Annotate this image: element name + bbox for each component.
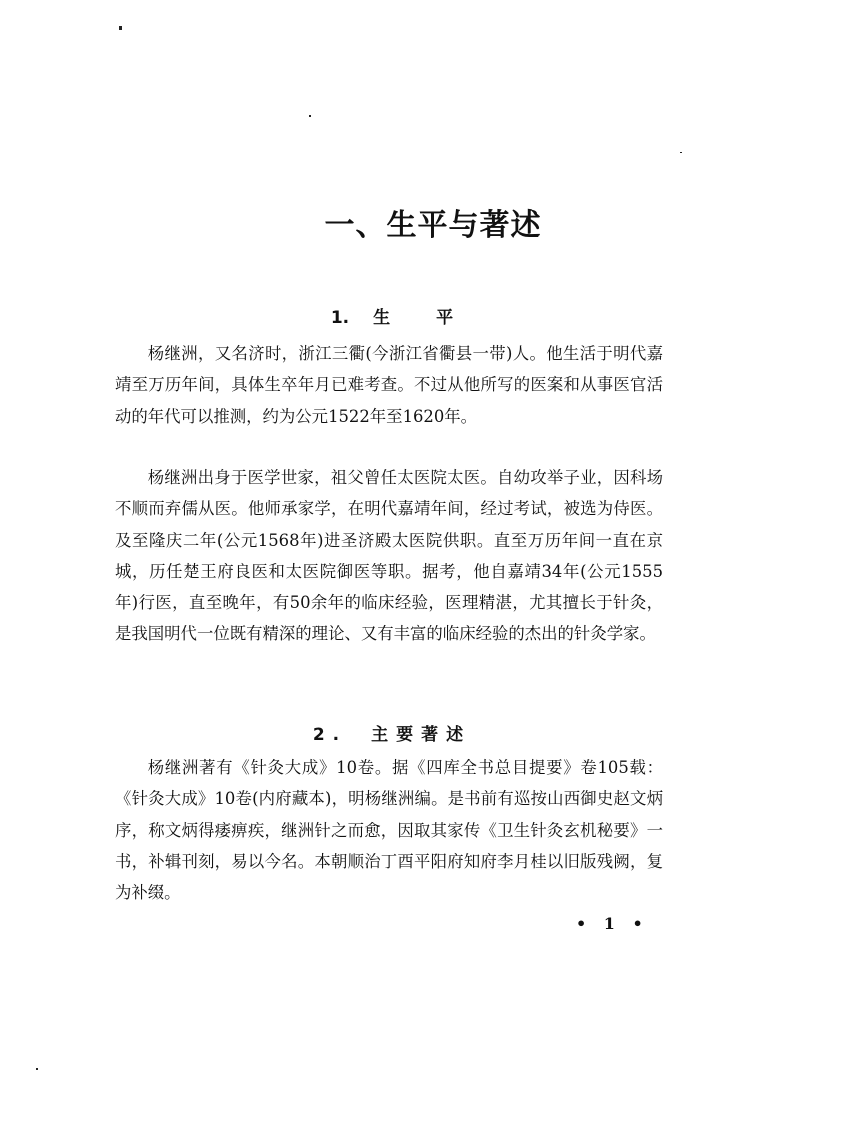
paragraph: 杨继洲，又名济时，浙江三衢(今浙江省衢县一带)人。他生活于明代嘉靖至万历年间，具体生卒年月已难考查。不过从他所写的医案和从事医官活动的年代可以推测，约为公元1522年至1620年。: [115, 344, 663, 426]
section-heading-biography: [0, 303, 784, 328]
section-title-char: 平: [436, 308, 454, 328]
section-number: 2.: [312, 725, 348, 745]
section-number: 1.: [330, 308, 350, 328]
scan-speck: [119, 26, 122, 30]
chapter-title: 一、生平与著述: [324, 208, 542, 243]
scan-speck: [36, 1068, 38, 1070]
section-heading-works: [0, 720, 784, 745]
scan-speck: [309, 115, 311, 117]
section-title: 主要著述: [371, 725, 472, 745]
section-title-char: 生: [373, 308, 391, 328]
scan-speck: [680, 152, 682, 153]
page-number: • 1 •: [576, 914, 649, 933]
paragraph: 杨继洲著有《针灸大成》10卷。据《四库全书总目提要》卷105载：《针灸大成》10卷(内府藏本)，明杨继洲编。是书前有巡按山西御史赵文炳序，称文炳得痿痹疾，继洲针之而愈，因取其家传《卫生针灸玄机秘要》一书，补辑刊刻，易以今名。本朝顺治丁酉平阳府知府李月桂以旧版残阙，复为补缀。: [115, 758, 663, 903]
paragraph: 杨继洲出身于医学世家，祖父曾任太医院太医。自幼攻举子业，因科场不顺而弃儒从医。他师承家学，在明代嘉靖年间，经过考试，被选为侍医。及至隆庆二年(公元1568年)进圣济殿太医院供职。直至万历年间一直在京城，历任楚王府良医和太医院御医等职。据考，他自嘉靖34年(公元1555年)行医，直至晚年，有50余年的临床经验，医理精湛，尤其擅长于针灸，是我国明代一位既有精深的理论、又有丰富的临床经验的杰出的针灸学家。: [115, 468, 663, 644]
